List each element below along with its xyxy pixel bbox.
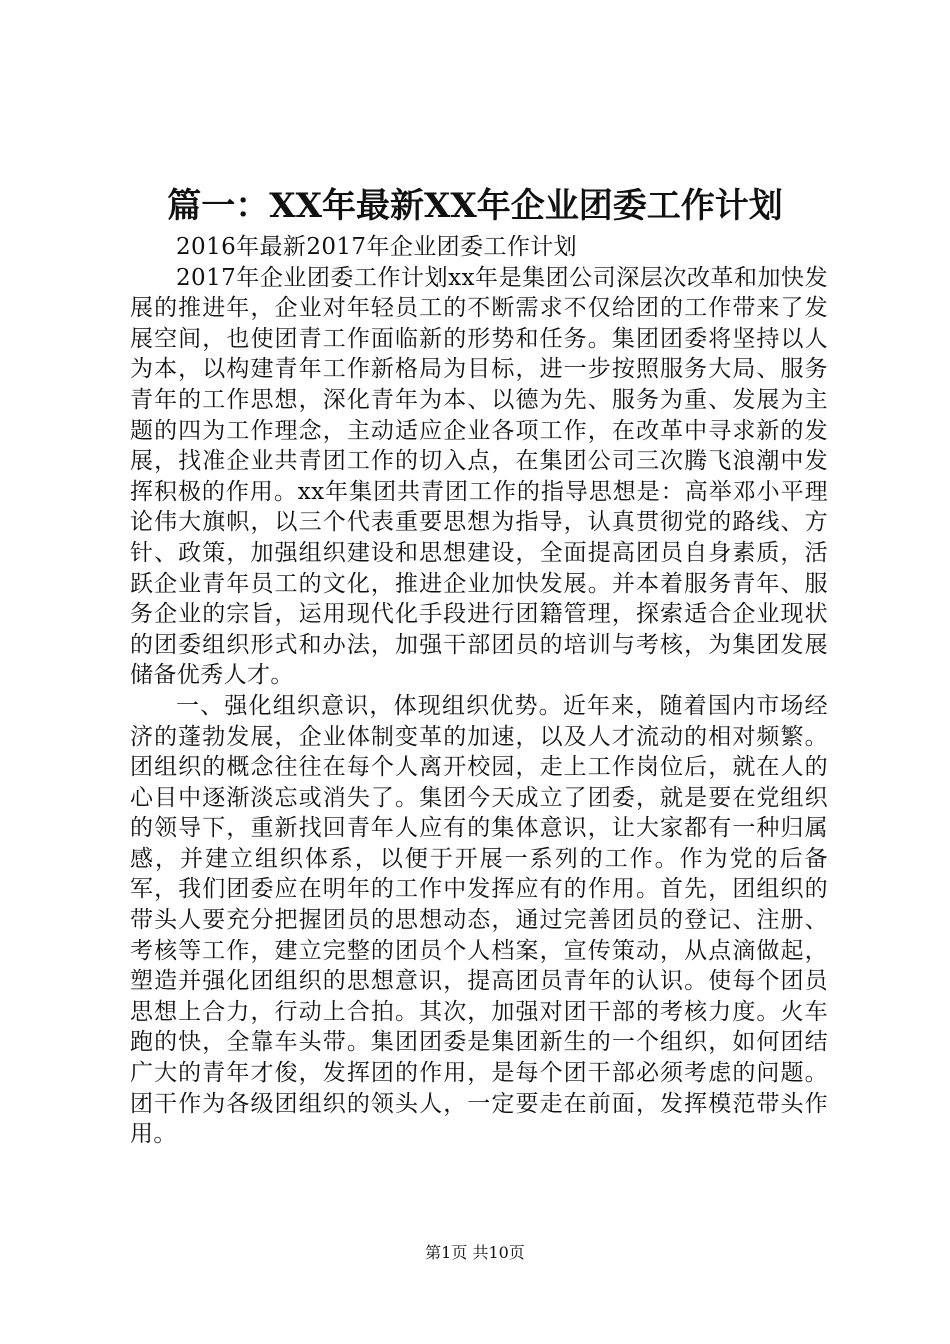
document-title: 篇一：XX年最新XX年企业团委工作计划 <box>167 186 783 226</box>
document-body <box>130 232 828 1150</box>
intro-paragraph: 2017年企业团委工作计划xx年是集团公司深层次改革和加快发展的推进年，企业对年轻员工的不断需求不仅给团的工作带来了发展空间，也使团青工作面临新的形势和任务。集团团委将坚持以人为本，以构建青年工作新格局为目标，进一步按照服务大局、服务青年的工作思想，深化青年为本、以德为先、服务为重、发展为主题的四为工作理念，主动适应企业各项工作，在改革中寻求新的发展，找准企业共青团工作的切入点，在集团公司三次腾飞浪潮中发挥积极的作用。xx年集团共青团工作的指导思想是：高举邓小平理论伟大旗帜，以三个代表重要思想为指导，认真贯彻党的路线、方针、政策，加强组织建设和思想建设，全面提高团员自身素质，活跃企业青年员工的文化，推进企业加快发展。并本着服务青年、服务企业的宗旨，运用现代化手段进行团籍管理，探索适合企业现状的团委组织形式和办法，加强干部团员的培训与考核，为集团发展储备优秀人才。 <box>130 264 828 689</box>
subtitle-paragraph: 2016年最新2017年企业团委工作计划 <box>176 234 578 260</box>
section-one-paragraph: 一、强化组织意识，体现组织优势。近年来，随着国内市场经济的蓬勃发展，企业体制变革的加速，以及人才流动的相对频繁。团组织的概念往往在每个人离开校园，走上工作岗位后，就在人的心目中逐渐淡忘或消失了。集团今天成立了团委，就是要在党组织的领导下，重新找回青年人应有的集体意识，让大家都有一种归属感，并建立组织体系，以便于开展一系列的工作。作为党的后备军，我们团委应在明年的工作中发挥应有的作用。首先，团组织的带头人要充分把握团员的思想动态，通过完善团员的登记、注册、考核等工作，建立完整的团员个人档案，宣传策动，从点滴做起，塑造并强化团组织的思想意识，提高团员青年的认识。使每个团员思想上合力，行动上合拍。其次，加强对团干部的考核力度。火车跑的快，全靠车头带。集团团委是集团新生的一个组织，如何团结广大的青年才俊，发挥团的作用，是每个团干部必须考虑的问题。团干作为各级团组织的领头人，一定要走在前面，发挥模范带头作用。 <box>130 692 828 1148</box>
page-number: 第1页 共10页 <box>425 1243 525 1262</box>
